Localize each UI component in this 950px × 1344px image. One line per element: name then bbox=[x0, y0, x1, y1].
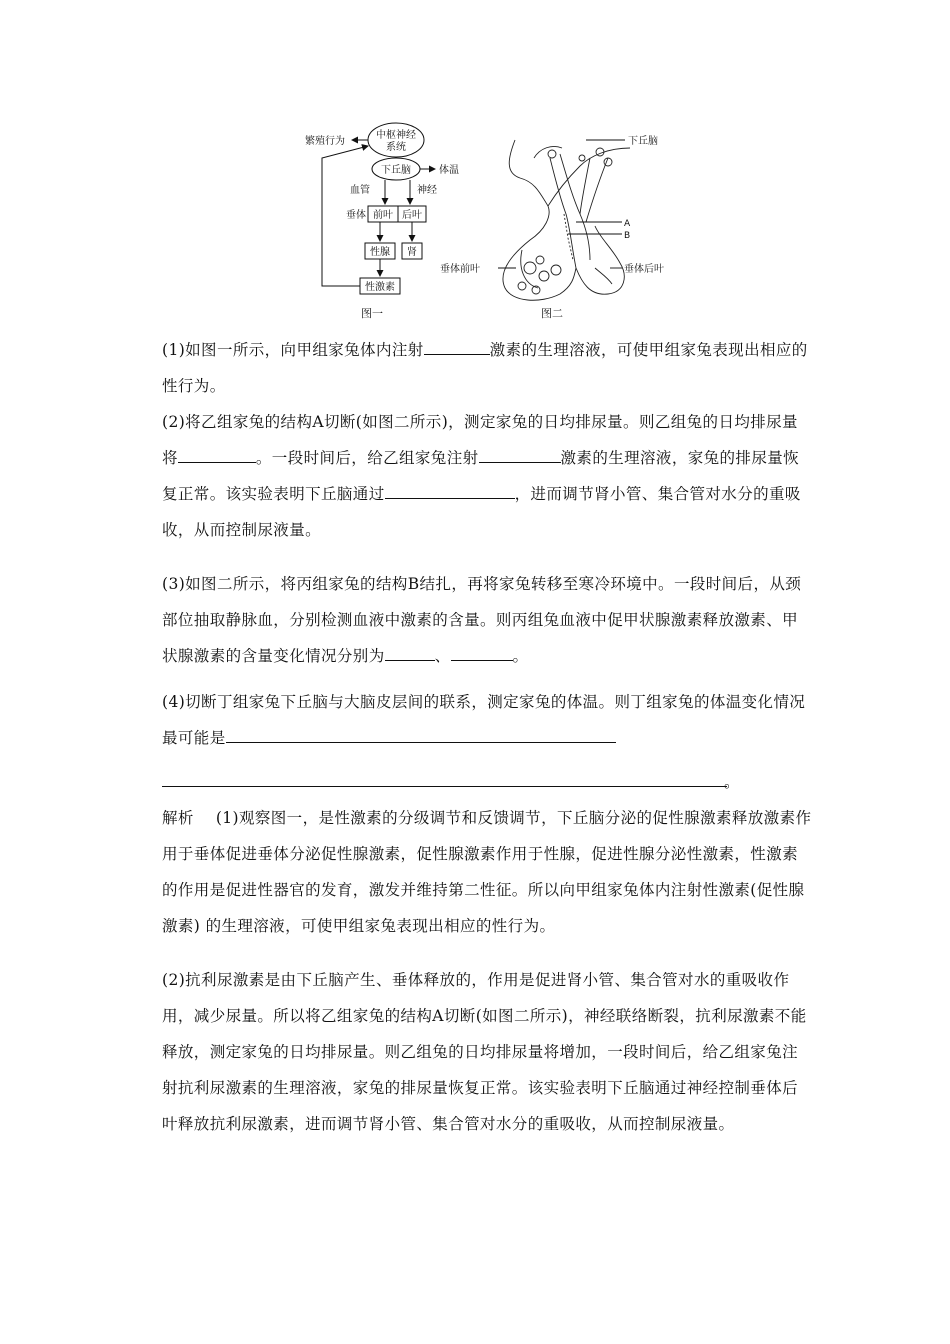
answer-p2-text: (2)抗利尿激素是由下丘脑产生、垂体释放的，作用是促进肾小管、集合管对水的重吸收作用，减少尿量。所以将乙组家兔的结构A切断(如图二所示)，神经联络断裂，抗利尿激素不能释放，测定家兔的日均排尿量。则乙组兔的日均排尿量将增加，一段时间后，给乙组家兔注射抗利尿激素的生理溶液，家兔的排尿量恢复正常。该实验表明下丘脑通过神经控制垂体后叶释放抗利尿激素，进而调节肾小管、集合管对水分的重吸收，从而控制尿液量。 bbox=[162, 971, 807, 1133]
q3-blank-1 bbox=[385, 646, 435, 661]
q1-blank bbox=[424, 340, 490, 355]
posterior-lobe-label: 后叶 bbox=[402, 210, 422, 221]
body-temp-label: 体温 bbox=[439, 165, 459, 176]
q3-blank-2 bbox=[451, 646, 513, 661]
q4-text-a: (4)切断丁组家兔下丘脑与大脑皮层间的联系，测定家兔的体温。则丁组家兔的体温变化情况最可能是 bbox=[162, 693, 806, 747]
q1-text-a: (1)如图一所示，向甲组家兔体内注射 bbox=[162, 341, 424, 359]
blood-vessel-label: 血管 bbox=[350, 185, 370, 196]
answer-paragraph-1 bbox=[162, 800, 812, 944]
fig2-label-b: B bbox=[624, 231, 631, 241]
anterior-lobe-label: 前叶 bbox=[373, 210, 393, 221]
q4-end: 。 bbox=[724, 773, 740, 791]
question-1 bbox=[162, 332, 812, 404]
answer-paragraph-2 bbox=[162, 962, 812, 1142]
q2-text-d: ，进而调节肾小管、集合管对水分的重吸收，从而控制尿液量。 bbox=[162, 485, 801, 539]
q2-text-b: 。一段时间后，给乙组家兔注射 bbox=[255, 449, 479, 467]
sex-hormone-label: 性激素 bbox=[365, 282, 395, 293]
hypothalamus-label: 下丘脑 bbox=[381, 165, 411, 176]
nerve-label: 神经 bbox=[417, 185, 437, 196]
question-3 bbox=[162, 566, 812, 674]
gonad-label: 性腺 bbox=[370, 247, 390, 258]
figures bbox=[290, 118, 680, 328]
pituitary-label: 垂体 bbox=[346, 210, 366, 221]
q2-blank-3 bbox=[385, 484, 515, 499]
cns-label-2: 系统 bbox=[386, 142, 406, 153]
figure-1-flowchart bbox=[305, 123, 459, 320]
q3-end: 。 bbox=[512, 647, 529, 665]
q4-blank-2 bbox=[162, 786, 727, 787]
kidney-label: 肾 bbox=[407, 247, 417, 258]
q2-text-c: 激素的生理溶液，家兔的排尿量恢复正常。该实验表明下丘脑通过 bbox=[162, 449, 800, 503]
figures-svg bbox=[290, 118, 680, 328]
question-4 bbox=[162, 684, 812, 756]
q2-blank-2 bbox=[479, 448, 561, 463]
question-2 bbox=[162, 404, 812, 548]
fig2-anterior-label: 垂体前叶 bbox=[440, 264, 480, 275]
q2-text-a: (2)将乙组家兔的结构A切断(如图二所示)，测定家兔的日均排尿量。则乙组兔的日均排尿量将 bbox=[162, 413, 798, 467]
answer-label: 解析 bbox=[162, 809, 194, 827]
q1-text-b: 激素的生理溶液，可使甲组家兔表现出相应的性行为。 bbox=[162, 341, 808, 395]
figure-2-diagram bbox=[498, 140, 630, 300]
fig2-hypothalamus-label: 下丘脑 bbox=[628, 136, 658, 147]
q4-blank-1 bbox=[226, 728, 616, 743]
q2-blank-1 bbox=[178, 448, 256, 463]
answer-p1-text: (1)观察图一，是性激素的分级调节和反馈调节，下丘脑分泌的促性腺激素释放激素作用于垂体促进垂体分泌促性腺激素，促性腺激素作用于性腺，促进性腺分泌性激素，性激素的作用是促进性器官的发育，激发并维持第二性征。所以向甲组家兔体内注射性激素(促性腺激素) 的生理溶液，可使甲组家兔表现出相应的性行为。 bbox=[162, 809, 812, 935]
fig2-label-a: A bbox=[624, 219, 631, 229]
fig2-posterior-label: 垂体后叶 bbox=[624, 264, 664, 275]
q3-text-a: (3)如图二所示，将丙组家兔的结构B结扎，再将家兔转移至寒冷环境中。一段时间后，从颈部位抽取静脉血，分别检测血液中激素的含量。则丙组兔血液中促甲状腺激素释放激素、甲状腺激素的含量变化情况分别为 bbox=[162, 575, 802, 665]
figure-1-caption: 图一 bbox=[361, 307, 383, 320]
q3-sep: 、 bbox=[434, 647, 451, 665]
figure-2-caption: 图二 bbox=[541, 307, 563, 320]
cns-label-1: 中枢神经 bbox=[376, 130, 416, 141]
breeding-label: 繁殖行为 bbox=[305, 136, 345, 147]
